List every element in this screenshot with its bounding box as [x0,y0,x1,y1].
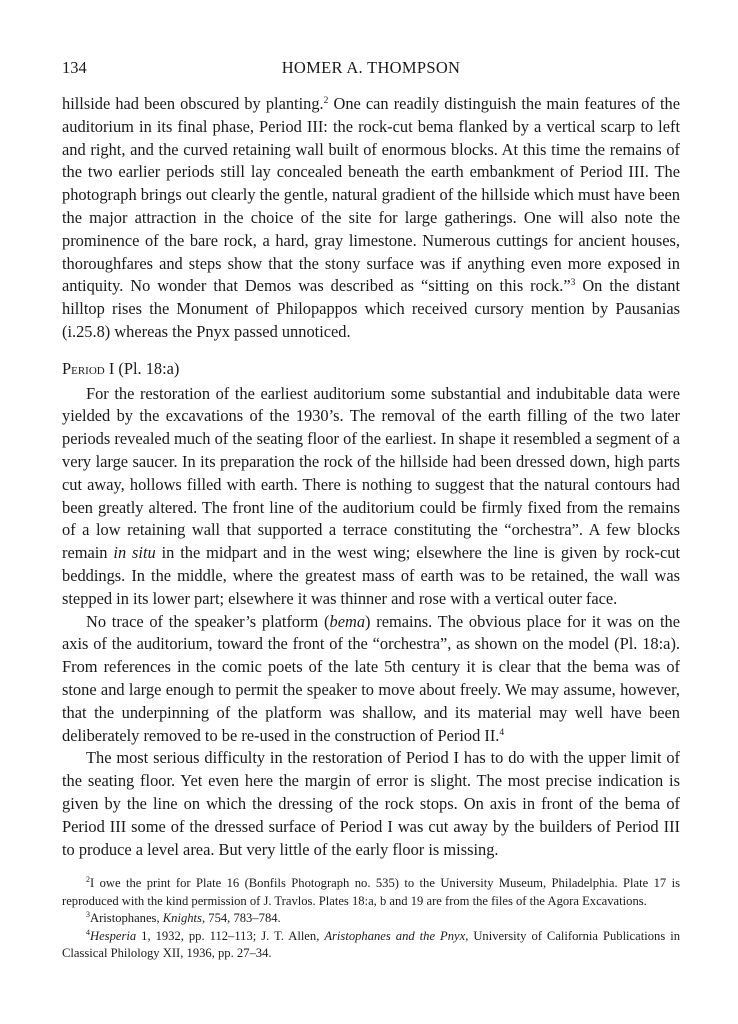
footnote-ref-2[interactable]: 2 [323,96,329,106]
body-text [62,93,680,861]
section-heading-period-1 [62,358,680,381]
footnotes [62,875,680,963]
footnote-4: $^4$Hesperia 1, 1932, pp. 112–113; J. T. Allen, Aristophanes and the Pnyx, University of California Publications in Classical Philology XII, 1936, pp. 27–34. [62,927,681,961]
page-number: 134 [62,58,87,77]
section-heading-plate-ref: (Pl. 18:a) [114,358,180,378]
page-header [62,58,680,82]
section-heading-label: Period I [62,358,115,378]
footnote-ref-3[interactable]: 3 [570,278,576,289]
running-head: HOMER A. THOMPSON [281,58,461,77]
paragraph-seating-floor: The most serious difficulty in the restoration of Period I has to do with the upper limit of the seating floor. Yet even here the margin of error is slight. The most precise indication is given by the line on which the dressing of the rock stops. On axis in front of the bema of Period III some of the dressed surface of Period I was cut away by the builders of Period III to produce a level area. But very little of the early floor is missing. [62,748,680,859]
in-situ-term: in situ [113,543,156,563]
footnote-3: $^3$Aristophanes, Knights, 754, 783–784. [86,910,281,926]
paragraph-intro: hillside had been obscured by planting.$^2$ One can readily distinguish the main features of the auditorium in its final phase, Period III: the rock-cut bema flanked by a vertical scarp to left and right, and the curved retaining wall built of enormous blocks. At this time the remains of the two earlier periods still lay concealed beneath the earth embankment of Period III. The photograph brings out clearly the gentle, natural gradient of the hillside which must have been the major attraction in the choice of the site for large gatherings. One will also note the prominence of the bare rock, a hard, gray limestone. Numerous cuttings for ancient houses, thoroughfares and steps show that the stony surface was if anything even more exposed in antiquity. No wonder that Demos was described as “sitting on this rock.”$^3$ On the distant hilltop rises the Monument of Philopappos which received cursory mention by Pausanias (i.25.8) whereas the Pnyx passed unnoticed. [62,94,680,341]
paragraph-restoration: For the restoration of the earliest auditorium some substantial and indubitable data were yielded by the excavations of the 1930’s. The removal of the earth filling of the two later periods revealed much of the seating floor of the earliest. In shape it resembled a segment of a very large saucer. In its preparation the rock of the hillside had been dressed down, high parts cut away, hollows filled with earth. There is nothing to suggest that the natural contours had been greatly altered. The front line of the auditorium could be firmly fixed from the remains of a low retaining wall that supported a terrace constituting the “orchestra”. A few blocks remain in situ in the midpart and in the west wing; elsewhere the line is given by rock-cut beddings. In the middle, where the greatest mass of earth was to be retained, the wall was stepped in its lower part; elsewhere it was thinner and rose with a vertical outer face. [62,383,680,608]
footnote-ref-4[interactable]: 4 [499,727,505,738]
footnote-2: $^2$I owe the print for Plate 16 (Bonfils Photograph no. 535) to the University Museum, Philadelphia. Plate 17 is reproduced with the kind permission of J. Travlos. Plates 18:a, b and 19 are from the files of the Agora Excavations. [62,875,680,908]
paragraph-bema: No trace of the speaker’s platform (bema) remains. The obvious place for it was on the axis of the auditorium, toward the front of the “orchestra”, as shown on the model (Pl. 18:a). From references in the comic poets of the late 5th century it is clear that the bema was of stone and large enough to permit the speaker to move about freely. We may assume, however, that the underpinning of the platform was shallow, and its material may well have been deliberately removed to be re-used in the construction of Period II.$^4$ [62,611,681,745]
bema-term: bema [329,611,366,631]
